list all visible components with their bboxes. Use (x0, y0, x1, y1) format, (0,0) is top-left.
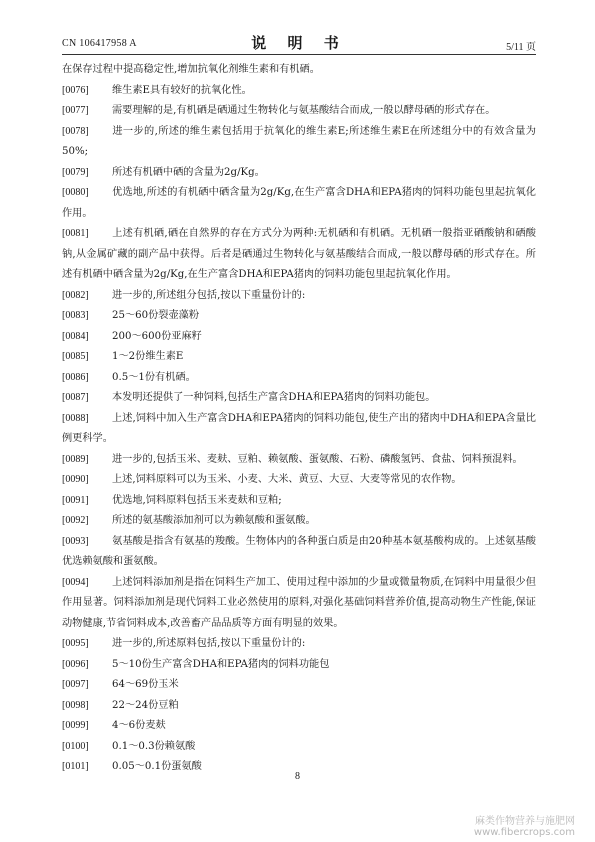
paragraph-text: 维生素E具有较好的抗氧化性。 (112, 84, 252, 96)
paragraph-text: 进一步的,所述原料包括,按以下重量份计的: (112, 638, 306, 649)
paragraph-text: 4～6份麦麸 (112, 720, 166, 731)
paragraph-text: 在保存过程中提高稳定性,增加抗氧化剂维生素和有机硒。 (62, 64, 320, 75)
paragraph-text: 上述饲料添加剂是指在饲料生产加工、使用过程中添加的少量或微量物质,在饲料中用量很少但作用显著。饲料添加剂是现代饲料工业必然使用的原料,对强化基础饲料营养价值,提高动物生产性能,保证动物健康,节省饲料成本,改善畜产品品质等方面有明显的效果。 (62, 576, 536, 629)
paragraph-text: 上述,饲料中加入生产富含DHA和EPA猪肉的饲料功能包,使生产出的猪肉中DHA和EPA含量比例更科学。 (62, 412, 536, 444)
paragraph-text: 0.5～1份有机硒。 (112, 371, 196, 383)
paragraph-number: [0083] (62, 310, 89, 321)
paragraph-number: [0081] (62, 228, 89, 239)
paragraph-text: 1～2份维生素E (112, 351, 184, 362)
paragraph (62, 183, 536, 224)
paragraph (62, 470, 536, 491)
watermark-url: www.fibercrops.com (473, 827, 575, 838)
paragraph-number: [0091] (62, 494, 89, 506)
paragraph-number: [0079] (62, 166, 89, 178)
paragraph (62, 81, 536, 102)
document-title: 说 明 书 (251, 34, 347, 52)
paragraph-text: 所述的氨基酸添加剂可以为赖氨酸和蛋氨酸。 (112, 515, 316, 526)
paragraph-text: 22～24份豆粕 (112, 699, 179, 711)
paragraph (62, 655, 536, 676)
paragraph (62, 306, 536, 327)
page-number: 8 (295, 771, 300, 782)
paragraph (62, 696, 536, 717)
paragraph (62, 327, 536, 348)
paragraph (62, 675, 536, 696)
paragraph-text: 5～10份生产富含DHA和EPA猪肉的饲料功能包 (112, 658, 330, 670)
paragraph (62, 450, 536, 471)
paragraph-number: [0088] (62, 412, 89, 424)
paragraph (62, 388, 536, 409)
paragraph (62, 368, 536, 389)
paragraph-number: [0084] (62, 330, 89, 342)
paragraph-text: 优选地,所述的有机硒中硒含量为2g/Kg,在生产富含DHA和EPA猪肉的饲料功能包里起抗氧化作用。 (62, 187, 536, 219)
paragraph (62, 491, 536, 512)
paragraph-text: 所述有机硒中硒的含量为2g/Kg。 (112, 166, 265, 178)
paragraph-text: 进一步的,所述的维生素包括用于抗氧化的维生素E;所述维生素E在所述组分中的有效含量为50%; (62, 125, 536, 157)
paragraph-text: 优选地,饲料原料包括玉米麦麸和豆粕; (112, 494, 282, 506)
paragraph (62, 347, 536, 368)
paragraph-number: [0080] (62, 187, 89, 198)
watermark-name: 麻类作物营养与施肥网 (475, 816, 575, 827)
paragraph-text: 25～60份裂壶藻粉 (112, 310, 200, 321)
paragraph-text: 进一步的,所述组分包括,按以下重量份计的: (112, 289, 306, 301)
paragraph (62, 163, 536, 184)
paragraph-number: [0092] (62, 515, 89, 526)
page-header (62, 30, 536, 55)
paragraph-number: [0096] (62, 658, 89, 670)
page-indicator: 5/11 页 (506, 42, 536, 53)
paragraph (62, 60, 536, 81)
paragraph (62, 573, 536, 635)
paragraph-number: [0093] (62, 535, 89, 547)
paragraph-text: 0.05～0.1份蛋氨酸 (112, 761, 202, 772)
paragraph-number: [0095] (62, 638, 89, 649)
paragraph-number: [0087] (62, 392, 89, 403)
paragraph (62, 101, 536, 122)
paragraph-text: 上述有机硒,硒在自然界的存在方式分为两种:无机硒和有机硒。无机硒一般指亚硒酸钠和硒酸钠,从金属矿藏的副产品中获得。后者是硒通过生物转化与氨基酸结合而成,一般以酵母硒的形式存在。所述有机硒中硒含量为2g/Kg,在生产富含DHA和EPA猪肉的饲料功能包里起抗氧化作用。 (62, 228, 536, 280)
paragraph (62, 716, 536, 737)
paragraph-number: [0101] (62, 761, 89, 772)
paragraph-number: [0090] (62, 474, 89, 485)
paragraph-number: [0086] (62, 371, 89, 383)
paragraph-number: [0098] (62, 699, 89, 711)
paragraph-number: [0078] (62, 125, 89, 137)
paragraph-number: [0100] (62, 740, 89, 752)
paragraph-text: 0.1～0.3份赖氨酸 (112, 740, 196, 752)
paragraph-number: [0076] (62, 84, 89, 96)
paragraph (62, 409, 536, 450)
publication-number: CN 106417958 A (62, 38, 137, 49)
paragraph-text: 进一步的,包括玉米、麦麸、豆粕、赖氨酸、蛋氨酸、石粉、磷酸氢钙、食盐、饲料预混料。 (112, 453, 523, 465)
paragraph (62, 511, 536, 532)
paragraph-number: [0085] (62, 351, 89, 362)
paragraph (62, 634, 536, 655)
paragraph-number: [0082] (62, 289, 89, 301)
paragraph-text: 需要理解的是,有机硒是硒通过生物转化与氨基酸结合而成,一般以酵母硒的形式存在。 (112, 105, 496, 116)
paragraph (62, 224, 536, 286)
paragraph-number: [0089] (62, 453, 89, 465)
paragraph-number: [0097] (62, 679, 89, 690)
paragraph-number: [0077] (62, 105, 89, 116)
paragraph (62, 532, 536, 573)
paragraph-text: 上述,饲料原料可以为玉米、小麦、大米、黄豆、大豆、大麦等常见的农作物。 (112, 474, 462, 485)
paragraph-text: 氨基酸是指含有氨基的羧酸。生物体内的各种蛋白质是由20种基本氨基酸构成的。上述氨基酸优选赖氨酸和蛋氨酸。 (62, 535, 536, 567)
paragraph-number: [0094] (62, 576, 89, 588)
paragraph-text: 64～69份玉米 (112, 679, 179, 690)
watermark (474, 812, 575, 838)
document-body (62, 60, 536, 778)
paragraph (62, 286, 536, 307)
paragraph (62, 122, 536, 163)
paragraph-text: 本发明还提供了一种饲料,包括生产富含DHA和EPA猪肉的饲料功能包。 (112, 392, 436, 403)
paragraph (62, 737, 536, 758)
paragraph-text: 200～600份亚麻籽 (112, 330, 202, 342)
paragraph-number: [0099] (62, 720, 89, 731)
